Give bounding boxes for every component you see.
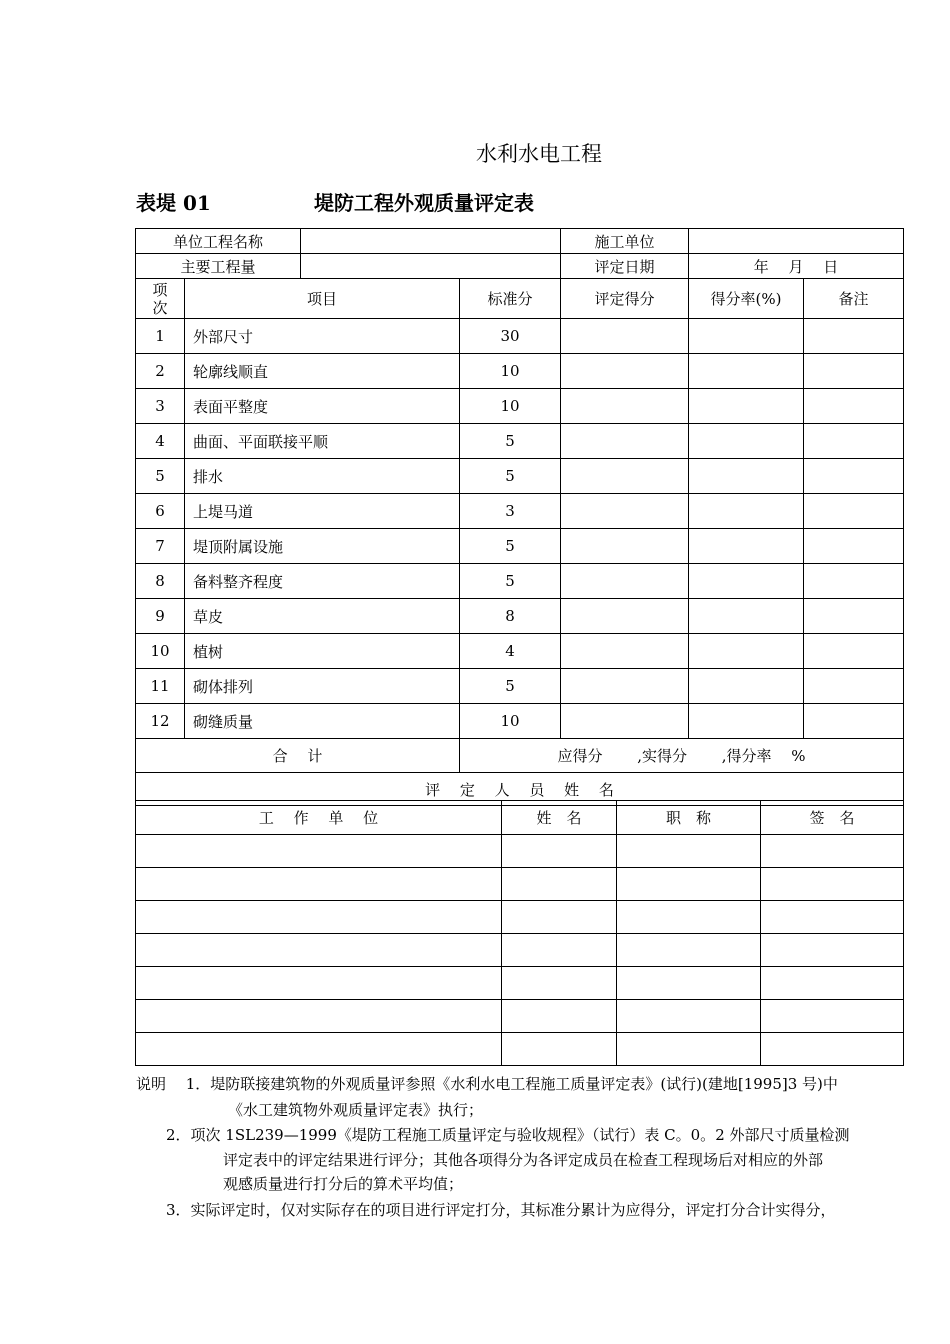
item-name: 曲面、平面联接平顺 xyxy=(185,424,460,459)
item-standard: 10 xyxy=(460,704,561,739)
evaluator-sign-cell[interactable] xyxy=(761,868,904,901)
item-no: 2 xyxy=(136,354,185,389)
note-line-4: 评定表中的评定结果进行评分；其他各项得分为各评定成员在检查工程现场后对相应的外部 xyxy=(223,1151,824,1169)
col-title: 职 称 xyxy=(617,801,761,835)
item-no: 3 xyxy=(136,389,185,424)
item-rows xyxy=(136,319,904,739)
unit-project-field[interactable] xyxy=(301,229,561,254)
evaluator-sign-cell[interactable] xyxy=(761,835,904,868)
evaluator-title-cell[interactable] xyxy=(617,1000,761,1033)
evaluator-unit-cell[interactable] xyxy=(136,967,502,1000)
table-row xyxy=(136,389,904,424)
item-standard: 5 xyxy=(460,669,561,704)
item-standard: 10 xyxy=(460,354,561,389)
evaluators-title: 评 定 人 员 姓 名 xyxy=(136,773,904,806)
item-rate-cell[interactable] xyxy=(689,529,804,564)
evaluator-rows xyxy=(136,835,904,1066)
item-score-cell[interactable] xyxy=(561,389,689,424)
item-name: 外部尺寸 xyxy=(185,319,460,354)
item-score-cell[interactable] xyxy=(561,459,689,494)
item-name: 植树 xyxy=(185,634,460,669)
evaluation-table xyxy=(135,228,904,806)
col-sign: 签 名 xyxy=(761,801,904,835)
unit-project-label: 单位工程名称 xyxy=(136,229,301,254)
item-remark-cell[interactable] xyxy=(804,494,904,529)
item-remark-cell[interactable] xyxy=(804,564,904,599)
construction-unit-label: 施工单位 xyxy=(561,229,689,254)
item-name: 排水 xyxy=(185,459,460,494)
item-score-cell[interactable] xyxy=(561,319,689,354)
evaluator-unit-cell[interactable] xyxy=(136,1000,502,1033)
item-no: 5 xyxy=(136,459,185,494)
item-header: 项目 xyxy=(185,279,460,319)
table-row xyxy=(136,599,904,634)
evaluator-row xyxy=(136,901,904,934)
evaluator-sign-cell[interactable] xyxy=(761,1033,904,1066)
item-remark-cell[interactable] xyxy=(804,529,904,564)
item-score-cell[interactable] xyxy=(561,669,689,704)
evaluator-name-cell[interactable] xyxy=(502,967,617,1000)
evaluator-name-cell[interactable] xyxy=(502,934,617,967)
evaluator-unit-cell[interactable] xyxy=(136,901,502,934)
table-row xyxy=(136,354,904,389)
evaluator-row xyxy=(136,868,904,901)
evaluator-title-cell[interactable] xyxy=(617,835,761,868)
evaluator-title-cell[interactable] xyxy=(617,868,761,901)
item-standard: 5 xyxy=(460,529,561,564)
item-remark-cell[interactable] xyxy=(804,634,904,669)
item-standard: 3 xyxy=(460,494,561,529)
evaluator-name-cell[interactable] xyxy=(502,1033,617,1066)
score-header: 评定得分 xyxy=(561,279,689,319)
evaluator-unit-cell[interactable] xyxy=(136,868,502,901)
table-row xyxy=(136,494,904,529)
total-summary: 应得分 ,实得分 ,得分率 % xyxy=(460,739,904,773)
evaluator-row xyxy=(136,967,904,1000)
item-rate-cell[interactable] xyxy=(689,669,804,704)
form-code: 表堤 01 xyxy=(136,191,211,215)
note-line-2: 《水工建筑物外观质量评定表》执行； xyxy=(228,1101,484,1119)
evaluator-unit-cell[interactable] xyxy=(136,835,502,868)
evaluator-row xyxy=(136,835,904,868)
item-score-cell[interactable] xyxy=(561,704,689,739)
item-rate-cell[interactable] xyxy=(689,599,804,634)
item-name: 备料整齐程度 xyxy=(185,564,460,599)
eval-date-label: 评定日期 xyxy=(561,254,689,279)
item-remark-cell[interactable] xyxy=(804,599,904,634)
item-rate-cell[interactable] xyxy=(689,319,804,354)
col-name: 姓 名 xyxy=(502,801,617,835)
item-remark-cell[interactable] xyxy=(804,669,904,704)
evaluator-unit-cell[interactable] xyxy=(136,1033,502,1066)
item-remark-cell[interactable] xyxy=(804,389,904,424)
evaluator-title-cell[interactable] xyxy=(617,967,761,1000)
main-quantity-field[interactable] xyxy=(301,254,561,279)
item-remark-cell[interactable] xyxy=(804,459,904,494)
note-line-5: 观感质量进行打分后的算术平均值； xyxy=(223,1175,464,1193)
note-line-1: 说明 1．堤防联接建筑物的外观质量评参照《水利水电工程施工质量评定表》(试行)(建地[1995]3 号)中 xyxy=(136,1075,838,1093)
item-rate-cell[interactable] xyxy=(689,354,804,389)
form-title: 堤防工程外观质量评定表 xyxy=(314,191,534,215)
evaluators-table xyxy=(135,800,904,1066)
item-score-cell[interactable] xyxy=(561,529,689,564)
evaluator-sign-cell[interactable] xyxy=(761,967,904,1000)
item-standard: 5 xyxy=(460,564,561,599)
item-score-cell[interactable] xyxy=(561,424,689,459)
item-remark-cell[interactable] xyxy=(804,704,904,739)
item-standard: 30 xyxy=(460,319,561,354)
total-label: 合 计 xyxy=(136,739,460,773)
table-row xyxy=(136,669,904,704)
item-no: 8 xyxy=(136,564,185,599)
item-name: 砌缝质量 xyxy=(185,704,460,739)
seq-header-text: 项 次 xyxy=(152,280,168,317)
evaluator-name-cell[interactable] xyxy=(502,901,617,934)
item-standard: 4 xyxy=(460,634,561,669)
table-row xyxy=(136,424,904,459)
evaluator-title-cell[interactable] xyxy=(617,901,761,934)
item-standard: 5 xyxy=(460,424,561,459)
item-score-cell[interactable] xyxy=(561,494,689,529)
item-rate-cell[interactable] xyxy=(689,634,804,669)
item-no: 6 xyxy=(136,494,185,529)
item-name: 上堤马道 xyxy=(185,494,460,529)
eval-date-field[interactable]: 年 月 日 xyxy=(689,254,904,279)
evaluator-name-cell[interactable] xyxy=(502,868,617,901)
item-remark-cell[interactable] xyxy=(804,424,904,459)
item-score-cell[interactable] xyxy=(561,599,689,634)
item-name: 表面平整度 xyxy=(185,389,460,424)
item-no: 9 xyxy=(136,599,185,634)
item-score-cell[interactable] xyxy=(561,564,689,599)
item-no: 11 xyxy=(136,669,185,704)
item-no: 4 xyxy=(136,424,185,459)
remark-header: 备注 xyxy=(804,279,904,319)
rate-header: 得分率(%) xyxy=(689,279,804,319)
table-row xyxy=(136,564,904,599)
evaluator-row xyxy=(136,1000,904,1033)
item-name: 轮廓线顺直 xyxy=(185,354,460,389)
evaluator-sign-cell[interactable] xyxy=(761,1000,904,1033)
table-row xyxy=(136,529,904,564)
table-row xyxy=(136,634,904,669)
evaluator-unit-cell[interactable] xyxy=(136,934,502,967)
item-no: 1 xyxy=(136,319,185,354)
seq-header xyxy=(136,279,185,319)
evaluator-title-cell[interactable] xyxy=(617,934,761,967)
item-score-cell[interactable] xyxy=(561,354,689,389)
item-rate-cell[interactable] xyxy=(689,424,804,459)
table-row xyxy=(136,459,904,494)
evaluator-row xyxy=(136,1033,904,1066)
item-remark-cell[interactable] xyxy=(804,354,904,389)
item-rate-cell[interactable] xyxy=(689,564,804,599)
note-line-3: 2．项次 1SL239—1999《堤防工程施工质量评定与验收规程》（试行）表 C。0。2 外部尺寸质量检测 xyxy=(166,1126,850,1144)
evaluator-name-cell[interactable] xyxy=(502,835,617,868)
item-standard: 10 xyxy=(460,389,561,424)
col-work-unit: 工 作 单 位 xyxy=(136,801,502,835)
item-standard: 8 xyxy=(460,599,561,634)
table-row xyxy=(136,319,904,354)
note-line-6: 3．实际评定时，仅对实际存在的项目进行评定打分，其标准分累计为应得分，评定打分合计实得分， xyxy=(166,1201,836,1219)
standard-header: 标准分 xyxy=(460,279,561,319)
item-no: 12 xyxy=(136,704,185,739)
main-quantity-label: 主要工程量 xyxy=(136,254,301,279)
item-remark-cell[interactable] xyxy=(804,319,904,354)
item-no: 7 xyxy=(136,529,185,564)
evaluator-title-cell[interactable] xyxy=(617,1033,761,1066)
item-rate-cell[interactable] xyxy=(689,459,804,494)
evaluator-name-cell[interactable] xyxy=(502,1000,617,1033)
item-name: 草皮 xyxy=(185,599,460,634)
item-score-cell[interactable] xyxy=(561,634,689,669)
item-standard: 5 xyxy=(460,459,561,494)
construction-unit-field[interactable] xyxy=(689,229,904,254)
item-name: 砌体排列 xyxy=(185,669,460,704)
main-title: 水利水电工程 xyxy=(476,142,602,166)
evaluator-sign-cell[interactable] xyxy=(761,901,904,934)
evaluator-sign-cell[interactable] xyxy=(761,934,904,967)
item-no: 10 xyxy=(136,634,185,669)
item-rate-cell[interactable] xyxy=(689,704,804,739)
evaluator-row xyxy=(136,934,904,967)
table-row xyxy=(136,704,904,739)
item-rate-cell[interactable] xyxy=(689,389,804,424)
item-rate-cell[interactable] xyxy=(689,494,804,529)
item-name: 堤顶附属设施 xyxy=(185,529,460,564)
